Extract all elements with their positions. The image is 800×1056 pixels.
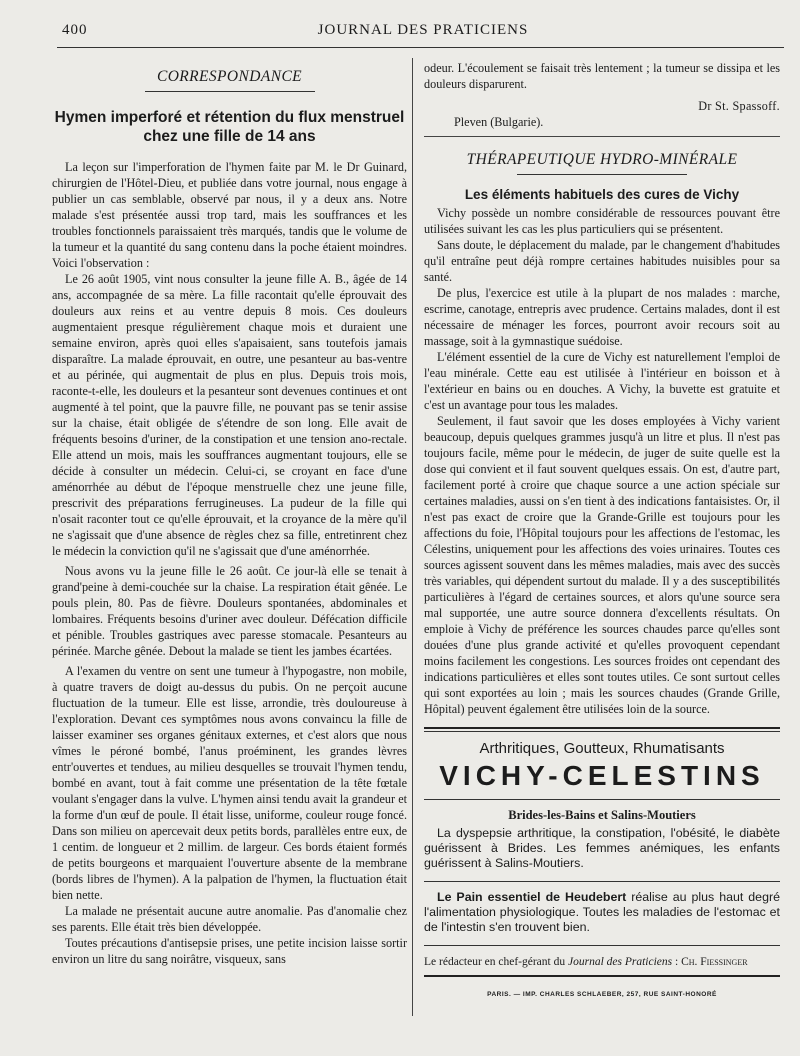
ad-strong: Le Pain essentiel de Heudebert xyxy=(437,890,627,904)
article-title-line-1: Hymen imperforé et rétention du flux menstruel xyxy=(54,109,405,126)
credit-separator: : xyxy=(672,956,682,968)
header-rule xyxy=(57,47,784,48)
article-title-line-2: chez une fille de 14 ans xyxy=(143,128,316,145)
author-place: Pleven (Bulgarie). xyxy=(454,115,544,129)
column-rule xyxy=(412,58,413,1016)
section-title-rule xyxy=(145,91,315,92)
paragraph-continuation: odeur. L'écoulement se faisait très lentement ; la tumeur se dissipa et les douleurs disparurent. xyxy=(424,61,780,91)
ad-text xyxy=(424,890,780,935)
author-signature: Dr St. Spassoff. xyxy=(698,99,780,113)
ad-rule xyxy=(424,727,780,729)
section-title-correspondance: CORRESPONDANCE xyxy=(156,68,303,85)
paragraph: A l'examen du ventre on sent une tumeur à l'hypogastre, non mobile, à quatre travers de doigt au-dessus du pubis. On ne perçoit aucune fluctuation de la tumeur. Elle est lisse, arrondie, très douloureuse à l'exploration. Devant ces symptômes nous avons convaincu la fille de laisser examiner ses organes génitaux externes, et c'est alors que nous vîmes le péroné bombé, l'anus proéminent, les grandes lèvres entr'ouvertes et tendues, au milieu desquelles se trouvait l'hymen tendu, bombé en avant, tout à fait comme une présentation de la tête fœtale voulant s'engager dans la vulve. L'hymen ainsi tendu avait la grandeur et la forme d'un œuf de poule. Il était lisse, uniforme, couleur rouge foncé. Dans son milieu on apercevait deux petits bords, parallèles entre eux, de 1 centim. de longueur et 2 millim. de largeur. Ces bords étaient formés de petits bourgeons et marquaient l'ouverture absente de la membrane (bords libres de l'hymen). A la palpation de l'hymen, la fluctuation était bien nette. xyxy=(52,664,407,902)
ad-rule xyxy=(424,945,780,946)
credit-journal: Journal des Praticiens xyxy=(567,956,673,968)
article-title xyxy=(52,108,407,146)
ad-rule xyxy=(424,731,780,732)
printer-line: PARIS. — IMP. CHARLES SCHLAEBER, 257, RUE SAINT-HONORÉ xyxy=(487,991,717,998)
page-number: 400 xyxy=(62,22,88,38)
paragraph: La malade ne présentait aucune autre anomalie. Pas d'anomalie chez ses parents. Elle était très bien développée. xyxy=(52,904,407,934)
editor-credit xyxy=(424,954,780,970)
paragraph: Vichy possède un nombre considérable de ressources pouvant être utilisées suivant les cas les plus particuliers qui se présentent. xyxy=(424,206,780,236)
journal-title: JOURNAL DES PRATICIENS xyxy=(317,22,529,38)
left-column xyxy=(52,60,407,967)
credit-name: Ch. Fiessinger xyxy=(681,956,748,968)
ad-text: La dyspepsie arthritique, la constipation, l'obésité, le diabète guérissent à Brides. Les femmes anémiques, les enfants guérissent à Salins-Moutiers. xyxy=(424,826,780,870)
heudebert-ad xyxy=(424,890,780,935)
paragraph: Le 26 août 1905, vint nous consulter la jeune fille A. B., âgée de 14 ans, accompagnée de sa mère. La fille racontait qu'elle éprouvait des douleurs aux reins et au ventre depuis 8 mois. Ces douleurs augmentaient presque régulièrement chaque mois et duraient une semaine environ, après quoi elles s'apaisaient, sans toutefois jamais disparaître. La malade éprouvait, en outre, une pesanteur au bas-ventre et au périnée, qui augmentait de plus en plus. Depuis trois mois, raconte-t-elle, les douleurs et la pesanteur sont devenues continues et ont augmenté à tel point, que la pauvre fille, ne pouvant pas se tenir assise sur la chaise, était obligée de s'étendre de son long. Elle avait de fréquents besoins d'uriner, de la constipation et une tension ano-rectale. Elle attend un mois, mais les souffrances augmentant toujours, elle se décide à consulter un médecin. Celui-ci, se croyant en face d'une aménorrhée au début de l'époque menstruelle chez une jeune fille, prescrivit des préparations ferrugineuses. La pudeur de la fille qui n'osait raconter tout ce qu'elle éprouvait, et la croyance de la mère qu'il ne s'agissait que d'une absence de règles chez sa fille, entretinrent chez le médecin la conviction qu'il ne s'agissait que d'une aménorrhée. xyxy=(52,272,408,558)
paragraph: Seulement, il faut savoir que les doses employées à Vichy varient beaucoup, depuis quelques grammes jusqu'à un litre et plus. Il n'est pas toujours facile, même pour le médecin, de juger de suite quelle est la dose qui convient et il faut souvent quelques essais. On est, d'autre part, facilement porté à croire que chaque source a une action spéciale sur certaines maladies, aussi on s'en tient à des indications fantaisistes. Or, il n'est pas exact de croire que la Grande-Grille est toujours pour les affections du foie, l'Hôpital toujours pour les affections de l'estomac, les Célestins, uniquement pour les affections des voies urinaires. Toutes ces sources agissent souvent dans les mêmes maladies, mais avec des succès très variables, qui dépendent surtout du malade. Il y a des susceptibilités particulières à l'égard de certaines sources, et alors qu'une source sera mal supportée, une autre source donnera d'excellents résultats. On emploie à Vichy de préférence les sources chaudes parce qu'elles sont douées d'une plus grande activité et qu'elles provoquent cependant moins facilement les congestions. Les sources froides ont cependant des indications particulières et elles sont toutes utiles. Ce sont surtout celles qui sont exportées au loin ; mais les sources chaudes (Grande Grille, Hôpital) peuvent également être utilisées loin de la source. xyxy=(424,414,780,716)
ad-tagline: Arthritiques, Goutteux, Rhumatisants xyxy=(479,740,725,757)
brides-ad xyxy=(424,808,780,871)
separator-rule xyxy=(424,136,780,137)
paragraph: L'élément essentiel de la cure de Vichy est naturellement l'emploi de l'eau minérale. Cette eau est utilisée à l'intérieur en boisson et à l'extérieur en bains ou en douches. A Vichy, la buvette est gratuite et c'est un avantage pour tous les malades. xyxy=(424,350,780,412)
ad-rest: réalise au plus haut degré l'alimentation physiologique. Toutes les maladies de l'estomac et de l'intestin s'en trouvent bien. xyxy=(424,890,780,934)
ad-brand: VICHY-CELESTINS xyxy=(439,760,765,791)
paragraph: Nous avons vu la jeune fille le 26 août. Ce jour-là elle se tenait à grand'peine à demi-couchée sur la chaise. La respiration était gênée. Le pouls plein, 80. Pas de fièvre. Douleurs spontanées, abdominales et lombaires. Fréquents besoins d'uriner avec douleur. Défécation difficile et pénible. Troubles gastriques avec paresse stomacale. Pesanteurs au périnée. Marche gênée. Debout la malade se tient les jambes écartées. xyxy=(52,564,407,658)
running-head xyxy=(62,22,784,42)
paragraph: Toutes précautions d'antisepsie prises, une petite incision laisse sortir environ un litre du sang noirâtre, visqueux, sans xyxy=(52,936,407,966)
paragraph: De plus, l'exercice est utile à la plupart de nos malades : marche, escrime, canotage, entrepris avec prudence. Certains malades, dont il est nécessaire de ménager les forces, pourront avoir recours soit au massage, soit à la gymnastique suédoise. xyxy=(424,286,780,348)
section-title-rule xyxy=(517,174,687,175)
ad-title: Brides-les-Bains et Salins-Moutiers xyxy=(508,808,696,822)
ad-rule xyxy=(424,799,780,800)
right-column xyxy=(424,60,780,1003)
credit-prefix: Le rédacteur en chef-gérant du xyxy=(424,956,568,968)
paragraph: Sans doute, le déplacement du malade, par le changement d'habitudes qu'il entraîne peut déjà rompre certaines habitudes nuisibles pour sa santé. xyxy=(424,238,780,284)
article-title: Les éléments habituels des cures de Vichy xyxy=(464,187,740,202)
ad-rule xyxy=(424,881,780,882)
section-title-therapeutique: THÉRAPEUTIQUE HYDRO-MINÉRALE xyxy=(466,151,738,168)
vichy-celestins-ad xyxy=(424,740,780,793)
paragraph: La leçon sur l'imperforation de l'hymen faite par M. le Dr Guinard, chirurgien de l'Hôtel-Dieu, et publiée dans votre journal, nous engage à publier un cas semblable, observé par nous, il y a deux ans. Notre malade s'est présentée aussi trop tard, mais les souffrances et les troubles fonctionnels paraissaient très marqués, tandis que le volume de la tumeur et la quantité du sang contenu dans la poche étaient moindres. Voici l'observation : xyxy=(52,160,407,270)
footer-rule xyxy=(424,975,780,977)
